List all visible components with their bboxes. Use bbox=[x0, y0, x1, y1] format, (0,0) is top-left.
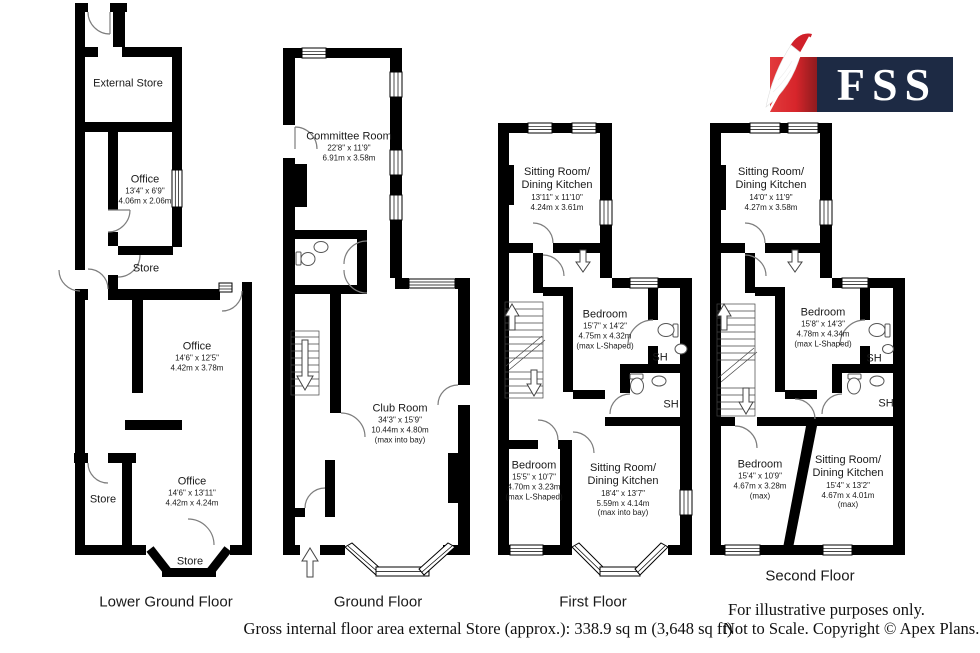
stair-down-arrow bbox=[527, 370, 541, 396]
room-dims-metric: 4.42m x 3.78m bbox=[170, 363, 224, 373]
ff-window bbox=[630, 278, 658, 288]
room-dims-imperial: 18'4" x 13'7" bbox=[601, 488, 645, 498]
copyright-text: Not to Scale. Copyright © Apex Plans. bbox=[723, 618, 980, 638]
room-dims-imperial: 22'8" x 11'9" bbox=[327, 143, 371, 153]
room-dims-metric: 4.67m x 4.01m bbox=[821, 490, 875, 500]
room-label-external-store bbox=[83, 77, 173, 90]
gf-door-arcs bbox=[295, 127, 458, 508]
room-label-bedroom-mid-sf bbox=[780, 307, 866, 350]
ff-toilet-icon bbox=[630, 374, 644, 394]
room-dims-metric: 6.91m x 3.58m bbox=[322, 153, 376, 163]
hall-arrow bbox=[788, 250, 802, 272]
room-dims-metric: 4.24m x 3.61m bbox=[530, 202, 584, 212]
room-label-sitting-bottom-sf bbox=[802, 454, 894, 510]
room-dims-metric: 4.70m x 3.23m bbox=[507, 482, 561, 492]
gf-stairs-icon bbox=[291, 331, 319, 395]
room-name: Office bbox=[182, 340, 212, 353]
room-dims-imperial: 15'4" x 13'2" bbox=[826, 480, 870, 490]
ff-window bbox=[528, 123, 552, 133]
room-note: (max into bay) bbox=[597, 508, 649, 518]
room-name: External Store bbox=[93, 77, 163, 90]
room-name: Sitting Room/ bbox=[589, 461, 657, 474]
room-dims-imperial: 15'5" x 10'7" bbox=[512, 473, 556, 483]
room-note: (max L-Shaped) bbox=[505, 492, 563, 502]
room-label-office-bottom bbox=[144, 476, 240, 509]
sf-stairs-icon bbox=[717, 304, 757, 416]
sf-window bbox=[725, 545, 760, 555]
lgf-door-arcs bbox=[59, 12, 242, 545]
room-dims-imperial: 14'6" x 12'5" bbox=[175, 353, 219, 363]
room-name: Bedroom bbox=[511, 459, 557, 472]
room-dims-imperial: 13'4" x 6'9" bbox=[125, 186, 165, 196]
room-label-bedroom-mid-ff bbox=[562, 309, 648, 352]
room-dims-imperial: 15'7" x 14'2" bbox=[583, 322, 627, 332]
room-dims-imperial: 14'6" x 13'11" bbox=[168, 488, 216, 498]
sf-sink-icon bbox=[870, 376, 884, 386]
room-name: Store bbox=[132, 262, 160, 275]
gf-walls bbox=[283, 48, 470, 555]
room-label-store-bay bbox=[160, 555, 220, 568]
room-label-bedroom-bottom-sf bbox=[727, 459, 793, 502]
room-note: (max) bbox=[749, 491, 771, 501]
room-dims-metric: 4.75m x 4.32m bbox=[578, 331, 632, 341]
sf-window bbox=[788, 123, 818, 133]
room-dims-metric: 4.27m x 3.58m bbox=[744, 202, 798, 212]
sf-toilet-icon bbox=[869, 324, 890, 338]
room-dims-metric: 10.44m x 4.80m bbox=[371, 425, 429, 435]
room-name: Club Room bbox=[372, 402, 428, 415]
room-label-office-top bbox=[105, 174, 185, 207]
room-note: (max L-Shaped) bbox=[794, 339, 852, 349]
gf-toilet-icon bbox=[296, 252, 315, 266]
room-label-store-left bbox=[73, 493, 133, 506]
room-name: Dining Kitchen bbox=[735, 179, 807, 192]
room-dims-metric: 4.42m x 4.24m bbox=[165, 498, 219, 508]
entrance-arrow bbox=[302, 548, 318, 577]
ff-toilet-icon bbox=[658, 324, 678, 338]
floor-label-lower-ground: Lower Ground Floor bbox=[99, 593, 233, 611]
ff-sink-icon bbox=[675, 344, 687, 354]
ff-window bbox=[572, 123, 596, 133]
room-name: Sitting Room/ bbox=[737, 165, 805, 178]
room-label-store-top bbox=[116, 262, 176, 275]
room-dims-imperial: 14'0" x 11'9" bbox=[749, 192, 793, 202]
logo-feather-icon bbox=[758, 30, 833, 120]
sf-window bbox=[820, 200, 832, 225]
room-dims-imperial: 34'3" x 15'9" bbox=[378, 416, 422, 426]
room-name: Dining Kitchen bbox=[521, 179, 593, 192]
ff-stairs-icon bbox=[505, 302, 545, 398]
ff-window bbox=[510, 545, 543, 555]
room-dims-imperial: 15'4" x 10'9" bbox=[738, 472, 782, 482]
room-note: (max) bbox=[837, 500, 859, 510]
room-name: Committee Room bbox=[306, 130, 392, 143]
room-name: Dining Kitchen bbox=[587, 475, 659, 488]
logo bbox=[817, 57, 953, 112]
sf-window bbox=[842, 278, 868, 288]
room-name: Office bbox=[177, 475, 207, 488]
room-name: Store bbox=[176, 555, 204, 568]
room-name: Sitting Room/ bbox=[814, 453, 882, 466]
gf-window bbox=[302, 48, 326, 58]
ff-sink-icon bbox=[652, 376, 666, 386]
gf-window bbox=[390, 195, 402, 220]
logo-text: FSS bbox=[836, 59, 938, 110]
illustrative-text: For illustrative purposes only. bbox=[728, 600, 925, 619]
room-label-bedroom-bottom-ff bbox=[503, 460, 565, 503]
room-label-shower-mid-sf: SH bbox=[878, 397, 894, 410]
room-name: Bedroom bbox=[800, 306, 846, 319]
room-label-shower-top-ff: SH bbox=[652, 351, 668, 364]
floor-label-second: Second Floor bbox=[765, 567, 855, 585]
credits-block bbox=[723, 601, 979, 639]
room-name: Bedroom bbox=[582, 308, 628, 321]
room-dims-metric: 4.06m x 2.06m bbox=[118, 196, 172, 206]
room-note: (max into bay) bbox=[374, 435, 426, 445]
ff-window bbox=[680, 490, 692, 515]
stair-down-arrow bbox=[739, 388, 753, 414]
lgf-window bbox=[219, 283, 232, 292]
room-name: Bedroom bbox=[737, 458, 783, 471]
sf-window bbox=[823, 545, 852, 555]
room-dims-imperial: 13'11" x 11'10" bbox=[531, 192, 583, 202]
hall-arrow bbox=[576, 250, 590, 272]
room-label-committee-room bbox=[306, 131, 392, 164]
room-name: Store bbox=[89, 493, 117, 506]
room-note: (max L-Shaped) bbox=[576, 341, 634, 351]
room-label-sitting-top-ff bbox=[511, 166, 603, 212]
room-dims-metric: 4.78m x 4.34m bbox=[796, 329, 850, 339]
room-label-shower-mid-ff: SH bbox=[663, 398, 679, 411]
ff-bay-window bbox=[572, 543, 668, 576]
room-name: Dining Kitchen bbox=[812, 467, 884, 480]
room-dims-imperial: 15'8" x 14'3" bbox=[801, 320, 845, 330]
room-label-sitting-bottom-ff bbox=[578, 462, 668, 518]
room-name: Office bbox=[130, 173, 160, 186]
gf-sink-icon bbox=[314, 242, 328, 253]
room-label-sitting-top-sf bbox=[725, 166, 817, 212]
room-dims-metric: 5.59m x 4.14m bbox=[596, 498, 650, 508]
room-dims-metric: 4.67m x 3.28m bbox=[733, 481, 787, 491]
room-label-shower-top-sf: SH bbox=[866, 352, 882, 365]
room-label-office-mid bbox=[151, 341, 243, 374]
sf-window bbox=[750, 123, 780, 133]
room-name: Sitting Room/ bbox=[523, 165, 591, 178]
gf-bay-window bbox=[345, 543, 455, 576]
floor-label-first: First Floor bbox=[559, 593, 627, 611]
gf-window bbox=[390, 72, 402, 97]
ground-floor-plan bbox=[283, 48, 470, 577]
gf-window bbox=[409, 279, 455, 288]
gross-area-text: Gross internal floor area external Store (approx.): 338.9 sq m (3,648 sq ft) bbox=[243, 619, 733, 638]
sf-toilet-icon bbox=[848, 374, 862, 394]
floor-label-ground: Ground Floor bbox=[333, 593, 423, 611]
room-label-club-room bbox=[345, 403, 455, 446]
